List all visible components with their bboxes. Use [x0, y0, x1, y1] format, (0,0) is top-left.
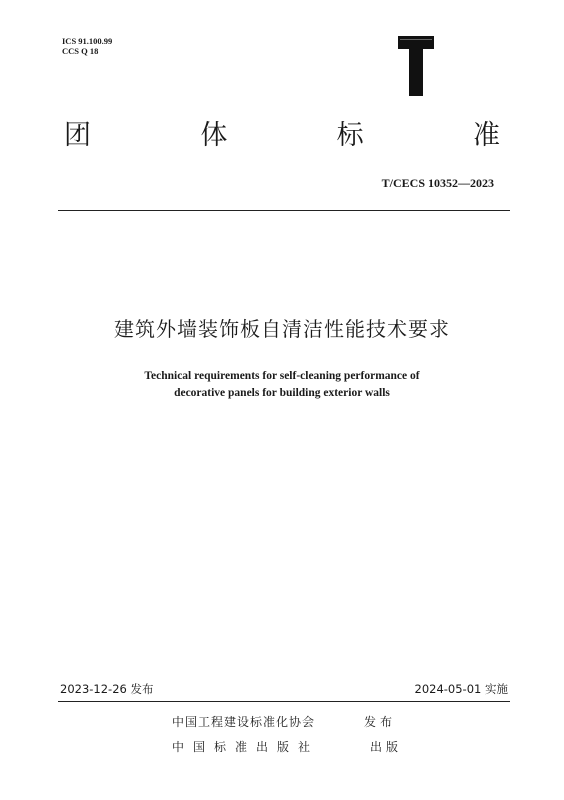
classification-codes: [62, 36, 112, 56]
header-divider: [58, 210, 510, 211]
standard-type-char: 标: [336, 120, 364, 151]
english-title-line-1: Technical requirements for self-cleaning performance of: [144, 370, 420, 382]
ccs-code: CCS Q 18: [62, 46, 99, 56]
standard-type-char: 团: [64, 120, 91, 151]
standard-type-char: 准: [472, 120, 500, 151]
english-title: [0, 368, 564, 402]
standard-type-heading: [64, 120, 500, 152]
standard-number: T/CECS 10352—2023: [381, 176, 494, 190]
standard-type-char: 体: [200, 120, 228, 151]
press-name: 中国标准出版社: [172, 740, 320, 754]
chinese-title: 建筑外墙装饰板自清洁性能技术要求: [114, 317, 450, 341]
publisher-name: 中国工程建设标准化协会: [172, 715, 316, 729]
publisher-action: 发布: [364, 715, 397, 729]
footer-divider: [58, 701, 510, 702]
implementation-date: 2024-05-01 实施: [414, 682, 508, 696]
issue-date: 2023-12-26 发布: [60, 682, 154, 696]
ics-code: ICS 91.100.99: [62, 36, 113, 46]
standard-t-logo: [398, 36, 434, 96]
press-action: 出版: [370, 740, 403, 754]
english-title-line-2: decorative panels for building exterior walls: [174, 387, 390, 399]
